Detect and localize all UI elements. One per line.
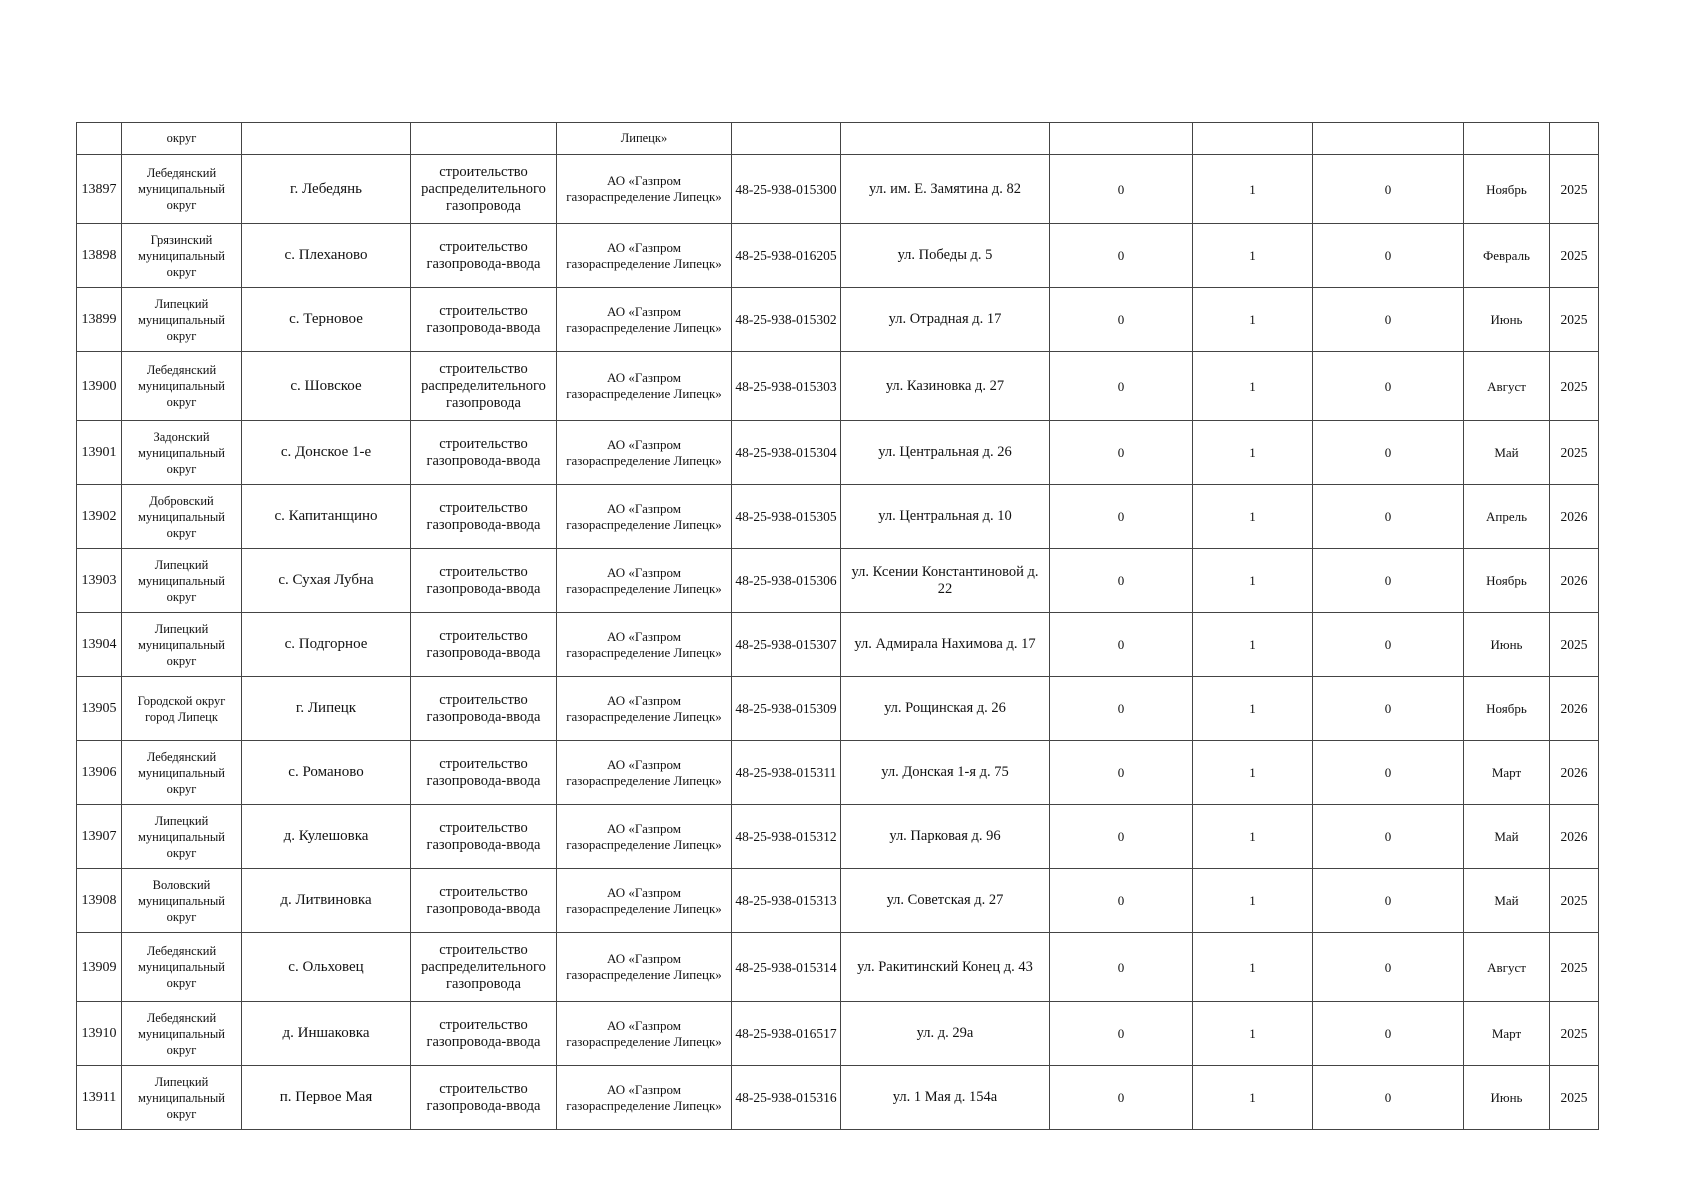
- cell-v2: 1: [1193, 1066, 1313, 1130]
- cell-v1: 0: [1050, 352, 1193, 421]
- cell-cadastral: [732, 123, 841, 155]
- cell-v2: 1: [1193, 288, 1313, 352]
- cell-num: 13911: [77, 1066, 122, 1130]
- cell-v3: 0: [1313, 1066, 1464, 1130]
- cell-year: 2025: [1550, 155, 1599, 224]
- cell-address: ул. Советская д. 27: [841, 869, 1050, 933]
- cell-cadastral: 48-25-938-015305: [732, 485, 841, 549]
- cell-year: 2025: [1550, 352, 1599, 421]
- cell-year: 2025: [1550, 869, 1599, 933]
- cell-month: Май: [1464, 805, 1550, 869]
- cell-year: 2025: [1550, 933, 1599, 1002]
- cell-settlement: д. Литвиновка: [242, 869, 411, 933]
- cell-settlement: с. Плеханово: [242, 224, 411, 288]
- cell-num: 13897: [77, 155, 122, 224]
- cell-v2: 1: [1193, 613, 1313, 677]
- cell-num: [77, 123, 122, 155]
- table-row: [77, 485, 1599, 549]
- cell-address: ул. 1 Мая д. 154а: [841, 1066, 1050, 1130]
- cell-month: Август: [1464, 933, 1550, 1002]
- table-row: [77, 613, 1599, 677]
- cell-settlement: д. Кулешовка: [242, 805, 411, 869]
- cell-v1: 0: [1050, 741, 1193, 805]
- cell-organization: АО «Газпром газораспределение Липецк»: [557, 613, 732, 677]
- cell-address: ул. Казиновка д. 27: [841, 352, 1050, 421]
- cell-v2: 1: [1193, 741, 1313, 805]
- cell-organization: Липецк»: [557, 123, 732, 155]
- cell-num: 13910: [77, 1002, 122, 1066]
- cell-v3: 0: [1313, 1002, 1464, 1066]
- cell-address: ул. Адмирала Нахимова д. 17: [841, 613, 1050, 677]
- cell-cadastral: 48-25-938-015300: [732, 155, 841, 224]
- cell-num: 13905: [77, 677, 122, 741]
- cell-work: строительство газопровода-ввода: [411, 421, 557, 485]
- cell-address: ул. Центральная д. 26: [841, 421, 1050, 485]
- cell-organization: АО «Газпром газораспределение Липецк»: [557, 1002, 732, 1066]
- cell-v2: 1: [1193, 869, 1313, 933]
- cell-address: ул. Победы д. 5: [841, 224, 1050, 288]
- continuation-row: [77, 123, 1599, 155]
- cell-cadastral: 48-25-938-015307: [732, 613, 841, 677]
- cell-v1: 0: [1050, 485, 1193, 549]
- cell-cadastral: 48-25-938-015313: [732, 869, 841, 933]
- cell-v1: 0: [1050, 805, 1193, 869]
- cell-year: 2026: [1550, 741, 1599, 805]
- cell-v2: 1: [1193, 485, 1313, 549]
- table-row: [77, 421, 1599, 485]
- cell-year: 2025: [1550, 288, 1599, 352]
- cell-v3: 0: [1313, 805, 1464, 869]
- cell-month: Июнь: [1464, 613, 1550, 677]
- cell-organization: АО «Газпром газораспределение Липецк»: [557, 224, 732, 288]
- cell-month: Июнь: [1464, 288, 1550, 352]
- cell-organization: АО «Газпром газораспределение Липецк»: [557, 288, 732, 352]
- cell-district: Грязинский муниципальный округ: [122, 224, 242, 288]
- cell-organization: АО «Газпром газораспределение Липецк»: [557, 1066, 732, 1130]
- cell-year: 2026: [1550, 485, 1599, 549]
- cell-settlement: [242, 123, 411, 155]
- cell-organization: АО «Газпром газораспределение Липецк»: [557, 933, 732, 1002]
- cell-organization: АО «Газпром газораспределение Липецк»: [557, 485, 732, 549]
- cell-num: 13903: [77, 549, 122, 613]
- cell-v2: 1: [1193, 352, 1313, 421]
- cell-address: ул. Рощинская д. 26: [841, 677, 1050, 741]
- cell-month: Апрель: [1464, 485, 1550, 549]
- cell-address: ул. им. Е. Замятина д. 82: [841, 155, 1050, 224]
- cell-v1: 0: [1050, 549, 1193, 613]
- cell-settlement: с. Терновое: [242, 288, 411, 352]
- cell-year: 2025: [1550, 421, 1599, 485]
- cell-v1: 0: [1050, 1066, 1193, 1130]
- cell-v1: 0: [1050, 613, 1193, 677]
- table-row: [77, 352, 1599, 421]
- cell-month: Март: [1464, 1002, 1550, 1066]
- cell-v3: [1313, 123, 1464, 155]
- cell-v1: 0: [1050, 1002, 1193, 1066]
- cell-year: [1550, 123, 1599, 155]
- cell-num: 13906: [77, 741, 122, 805]
- cell-work: [411, 123, 557, 155]
- table-row: [77, 677, 1599, 741]
- cell-address: ул. Ксении Константиновой д. 22: [841, 549, 1050, 613]
- cell-settlement: с. Капитанщино: [242, 485, 411, 549]
- cell-district: Липецкий муниципальный округ: [122, 549, 242, 613]
- cell-v3: 0: [1313, 421, 1464, 485]
- cell-month: Август: [1464, 352, 1550, 421]
- cell-organization: АО «Газпром газораспределение Липецк»: [557, 677, 732, 741]
- cell-cadastral: 48-25-938-015314: [732, 933, 841, 1002]
- cell-num: 13907: [77, 805, 122, 869]
- cell-work: строительство газопровода-ввода: [411, 613, 557, 677]
- cell-settlement: г. Лебедянь: [242, 155, 411, 224]
- cell-district: Лебедянский муниципальный округ: [122, 933, 242, 1002]
- table-row: [77, 1066, 1599, 1130]
- cell-address: ул. Отрадная д. 17: [841, 288, 1050, 352]
- cell-v3: 0: [1313, 288, 1464, 352]
- cell-work: строительство газопровода-ввода: [411, 805, 557, 869]
- cell-address: ул. Центральная д. 10: [841, 485, 1050, 549]
- cell-district: округ: [122, 123, 242, 155]
- cell-organization: АО «Газпром газораспределение Липецк»: [557, 805, 732, 869]
- cell-district: Добровский муниципальный округ: [122, 485, 242, 549]
- gasification-table: [76, 122, 1599, 1130]
- cell-month: [1464, 123, 1550, 155]
- cell-month: Ноябрь: [1464, 155, 1550, 224]
- cell-cadastral: 48-25-938-015316: [732, 1066, 841, 1130]
- cell-cadastral: 48-25-938-015303: [732, 352, 841, 421]
- cell-settlement: с. Донское 1-е: [242, 421, 411, 485]
- cell-v3: 0: [1313, 869, 1464, 933]
- cell-year: 2026: [1550, 677, 1599, 741]
- cell-month: Май: [1464, 421, 1550, 485]
- cell-address: ул. Ракитинский Конец д. 43: [841, 933, 1050, 1002]
- cell-v1: [1050, 123, 1193, 155]
- cell-v2: [1193, 123, 1313, 155]
- cell-v3: 0: [1313, 352, 1464, 421]
- cell-organization: АО «Газпром газораспределение Липецк»: [557, 155, 732, 224]
- cell-work: строительство газопровода-ввода: [411, 1002, 557, 1066]
- cell-district: Воловский муниципальный округ: [122, 869, 242, 933]
- cell-settlement: г. Липецк: [242, 677, 411, 741]
- cell-work: строительство газопровода-ввода: [411, 1066, 557, 1130]
- cell-month: Май: [1464, 869, 1550, 933]
- cell-district: Липецкий муниципальный округ: [122, 1066, 242, 1130]
- cell-work: строительство газопровода-ввода: [411, 485, 557, 549]
- cell-district: Липецкий муниципальный округ: [122, 613, 242, 677]
- cell-work: строительство газопровода-ввода: [411, 741, 557, 805]
- cell-v2: 1: [1193, 549, 1313, 613]
- cell-work: строительство газопровода-ввода: [411, 288, 557, 352]
- cell-v2: 1: [1193, 933, 1313, 1002]
- cell-work: строительство распределительного газопровода: [411, 933, 557, 1002]
- cell-cadastral: 48-25-938-015312: [732, 805, 841, 869]
- cell-organization: АО «Газпром газораспределение Липецк»: [557, 549, 732, 613]
- cell-organization: АО «Газпром газораспределение Липецк»: [557, 352, 732, 421]
- cell-v1: 0: [1050, 421, 1193, 485]
- cell-cadastral: 48-25-938-015306: [732, 549, 841, 613]
- table-row: [77, 805, 1599, 869]
- table-row: [77, 1002, 1599, 1066]
- cell-num: 13909: [77, 933, 122, 1002]
- cell-district: Лебедянский муниципальный округ: [122, 155, 242, 224]
- cell-organization: АО «Газпром газораспределение Липецк»: [557, 741, 732, 805]
- cell-cadastral: 48-25-938-015309: [732, 677, 841, 741]
- cell-work: строительство газопровода-ввода: [411, 224, 557, 288]
- cell-year: 2025: [1550, 1066, 1599, 1130]
- cell-settlement: с. Ольховец: [242, 933, 411, 1002]
- cell-v3: 0: [1313, 485, 1464, 549]
- cell-v2: 1: [1193, 421, 1313, 485]
- cell-year: 2026: [1550, 549, 1599, 613]
- cell-district: Лебедянский муниципальный округ: [122, 352, 242, 421]
- cell-v1: 0: [1050, 288, 1193, 352]
- table-row: [77, 549, 1599, 613]
- cell-year: 2025: [1550, 613, 1599, 677]
- cell-v3: 0: [1313, 155, 1464, 224]
- cell-v2: 1: [1193, 224, 1313, 288]
- cell-district: Задонский муниципальный округ: [122, 421, 242, 485]
- cell-v3: 0: [1313, 933, 1464, 1002]
- cell-settlement: с. Подгорное: [242, 613, 411, 677]
- table-row: [77, 224, 1599, 288]
- cell-district: Лебедянский муниципальный округ: [122, 741, 242, 805]
- cell-settlement: с. Романово: [242, 741, 411, 805]
- cell-work: строительство распределительного газопровода: [411, 155, 557, 224]
- table-row: [77, 933, 1599, 1002]
- cell-settlement: с. Сухая Лубна: [242, 549, 411, 613]
- cell-work: строительство распределительного газопровода: [411, 352, 557, 421]
- cell-num: 13898: [77, 224, 122, 288]
- cell-num: 13904: [77, 613, 122, 677]
- cell-year: 2026: [1550, 805, 1599, 869]
- cell-year: 2025: [1550, 224, 1599, 288]
- cell-v3: 0: [1313, 677, 1464, 741]
- cell-num: 13908: [77, 869, 122, 933]
- cell-settlement: д. Иншаковка: [242, 1002, 411, 1066]
- cell-num: 13899: [77, 288, 122, 352]
- cell-v1: 0: [1050, 224, 1193, 288]
- cell-num: 13901: [77, 421, 122, 485]
- cell-district: Липецкий муниципальный округ: [122, 288, 242, 352]
- cell-v2: 1: [1193, 805, 1313, 869]
- cell-address: ул. Парковая д. 96: [841, 805, 1050, 869]
- cell-v3: 0: [1313, 549, 1464, 613]
- cell-v3: 0: [1313, 741, 1464, 805]
- cell-v1: 0: [1050, 677, 1193, 741]
- cell-month: Ноябрь: [1464, 677, 1550, 741]
- cell-v1: 0: [1050, 933, 1193, 1002]
- table-row: [77, 869, 1599, 933]
- cell-cadastral: 48-25-938-015302: [732, 288, 841, 352]
- cell-cadastral: 48-25-938-016205: [732, 224, 841, 288]
- cell-month: Февраль: [1464, 224, 1550, 288]
- table-row: [77, 288, 1599, 352]
- cell-cadastral: 48-25-938-015311: [732, 741, 841, 805]
- cell-v3: 0: [1313, 224, 1464, 288]
- cell-month: Ноябрь: [1464, 549, 1550, 613]
- cell-district: Лебедянский муниципальный округ: [122, 1002, 242, 1066]
- cell-num: 13902: [77, 485, 122, 549]
- cell-address: [841, 123, 1050, 155]
- cell-num: 13900: [77, 352, 122, 421]
- cell-v2: 1: [1193, 155, 1313, 224]
- cell-v2: 1: [1193, 677, 1313, 741]
- cell-year: 2025: [1550, 1002, 1599, 1066]
- cell-cadastral: 48-25-938-015304: [732, 421, 841, 485]
- cell-cadastral: 48-25-938-016517: [732, 1002, 841, 1066]
- cell-organization: АО «Газпром газораспределение Липецк»: [557, 869, 732, 933]
- cell-v1: 0: [1050, 869, 1193, 933]
- cell-organization: АО «Газпром газораспределение Липецк»: [557, 421, 732, 485]
- cell-v3: 0: [1313, 613, 1464, 677]
- cell-address: ул. д. 29а: [841, 1002, 1050, 1066]
- cell-settlement: п. Первое Мая: [242, 1066, 411, 1130]
- cell-v1: 0: [1050, 155, 1193, 224]
- cell-address: ул. Донская 1-я д. 75: [841, 741, 1050, 805]
- cell-month: Март: [1464, 741, 1550, 805]
- cell-work: строительство газопровода-ввода: [411, 869, 557, 933]
- table-row: [77, 741, 1599, 805]
- cell-month: Июнь: [1464, 1066, 1550, 1130]
- cell-district: Городской округ город Липецк: [122, 677, 242, 741]
- cell-work: строительство газопровода-ввода: [411, 677, 557, 741]
- cell-district: Липецкий муниципальный округ: [122, 805, 242, 869]
- cell-v2: 1: [1193, 1002, 1313, 1066]
- table-body: [77, 123, 1599, 1130]
- table-row: [77, 155, 1599, 224]
- cell-work: строительство газопровода-ввода: [411, 549, 557, 613]
- cell-settlement: с. Шовское: [242, 352, 411, 421]
